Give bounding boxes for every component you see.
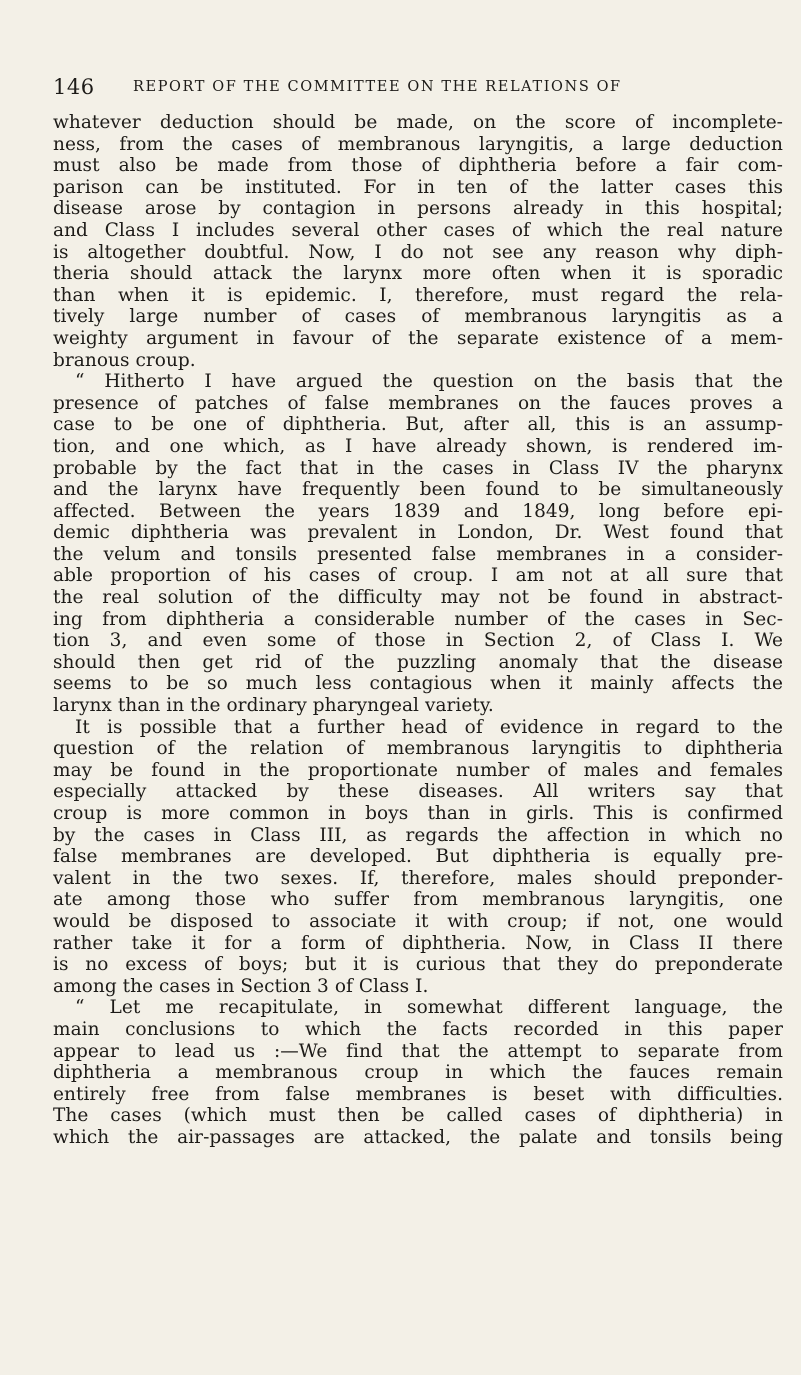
text-line: ness, from the cases of membranous laryngitis, a large deduction <box>53 133 783 155</box>
text-line: theria should attack the larynx more often when it is sporadic <box>53 263 783 285</box>
text-line: and Class I includes several other cases of which the real nature <box>53 219 783 241</box>
text-line: the velum and tonsils presented false membranes in a consider- <box>53 543 783 565</box>
text-line: whatever deduction should be made, on the score of incomplete- <box>53 112 783 133</box>
text-line: main conclusions to which the facts recorded in this paper <box>53 1018 783 1040</box>
text-line: It is possible that a further head of evidence in regard to the <box>75 716 783 738</box>
text-line: probable by the fact that in the cases in Class IV the pharynx <box>53 457 783 479</box>
text-line: tively large number of cases of membranous laryngitis as a <box>53 306 783 328</box>
text-line: among the cases in Section 3 of Class I. <box>53 975 429 997</box>
text-line: seems to be so much less contagious when it mainly affects the <box>53 673 783 695</box>
page-number: 146 <box>53 75 95 99</box>
text-line: entirely free from false membranes is beset with difficulties. <box>53 1083 783 1105</box>
text-line: may be found in the proportionate number of males and females <box>53 759 783 781</box>
text-line: the real solution of the difficulty may not be found in abstract- <box>53 587 783 609</box>
text-line: The cases (which must then be called cases of diphtheria) in <box>53 1105 783 1127</box>
text-line: appear to lead us :—We find that the attempt to separate from <box>53 1040 783 1062</box>
running-title: REPORT OF THE COMMITTEE ON THE RELATIONS OF <box>133 79 622 95</box>
text-line: weighty argument in favour of the separate existence of a mem- <box>53 327 783 349</box>
text-line: tion, and one which, as I have already shown, is rendered im- <box>53 435 783 457</box>
text-line: rather take it for a form of diphtheria. Now, in Class II there <box>53 932 783 954</box>
text-line: croup is more common in boys than in girls. This is confirmed <box>53 803 783 824</box>
text-line: demic diphtheria was prevalent in London, Dr. West found that <box>53 522 783 544</box>
text-line: especially attacked by these diseases. All writers say that <box>53 781 783 803</box>
text-line: diphtheria a membranous croup in which the fauces remain <box>53 1062 783 1084</box>
text-line: and the larynx have frequently been found to be simultaneously <box>53 479 783 501</box>
page-header <box>53 74 783 100</box>
text-line: able proportion of his cases of croup. I am not at all sure that <box>53 565 783 587</box>
text-line: “ Hitherto I have argued the question on the basis that the <box>75 371 783 393</box>
text-line: is no excess of boys; but it is curious that they do preponderate <box>53 954 783 976</box>
text-line: tion 3, and even some of those in Section 2, of Class I. We <box>53 630 783 652</box>
text-line: disease arose by contagion in persons already in this hospital; <box>53 198 783 220</box>
body-text <box>53 112 783 1149</box>
text-line: ing from diphtheria a considerable number of the cases in Sec- <box>53 608 783 630</box>
text-line: valent in the two sexes. If, therefore, males should preponder- <box>53 867 783 889</box>
text-line: question of the relation of membranous laryngitis to diphtheria <box>53 738 783 760</box>
text-line: false membranes are developed. But diphtheria is equally pre- <box>53 846 783 868</box>
text-line: larynx than in the ordinary pharyngeal variety. <box>53 695 494 717</box>
text-line: case to be one of diphtheria. But, after all, this is an assump- <box>53 414 783 436</box>
text-line: is altogether doubtful. Now, I do not see any reason why diph- <box>53 241 783 263</box>
text-line: would be disposed to associate it with croup; if not, one would <box>53 910 783 932</box>
text-line: by the cases in Class III, as regards the affection in which no <box>53 824 783 846</box>
text-line: ate among those who suffer from membranous laryngitis, one <box>53 889 783 911</box>
text-line: presence of patches of false membranes on the fauces proves a <box>53 392 783 414</box>
text-line: should then get rid of the puzzling anomaly that the disease <box>53 651 783 673</box>
text-line: parison can be instituted. For in ten of the latter cases this <box>53 176 783 198</box>
text-line: “ Let me recapitulate, in somewhat different language, the <box>75 997 783 1019</box>
text-line: branous croup. <box>53 349 196 371</box>
text-line: affected. Between the years 1839 and 1849, long before epi- <box>53 500 783 522</box>
text-line: which the air-passages are attacked, the palate and tonsils being <box>53 1126 783 1148</box>
text-line: than when it is epidemic. I, therefore, must regard the rela- <box>53 284 783 306</box>
text-line: must also be made from those of diphtheria before a fair com- <box>53 155 783 177</box>
